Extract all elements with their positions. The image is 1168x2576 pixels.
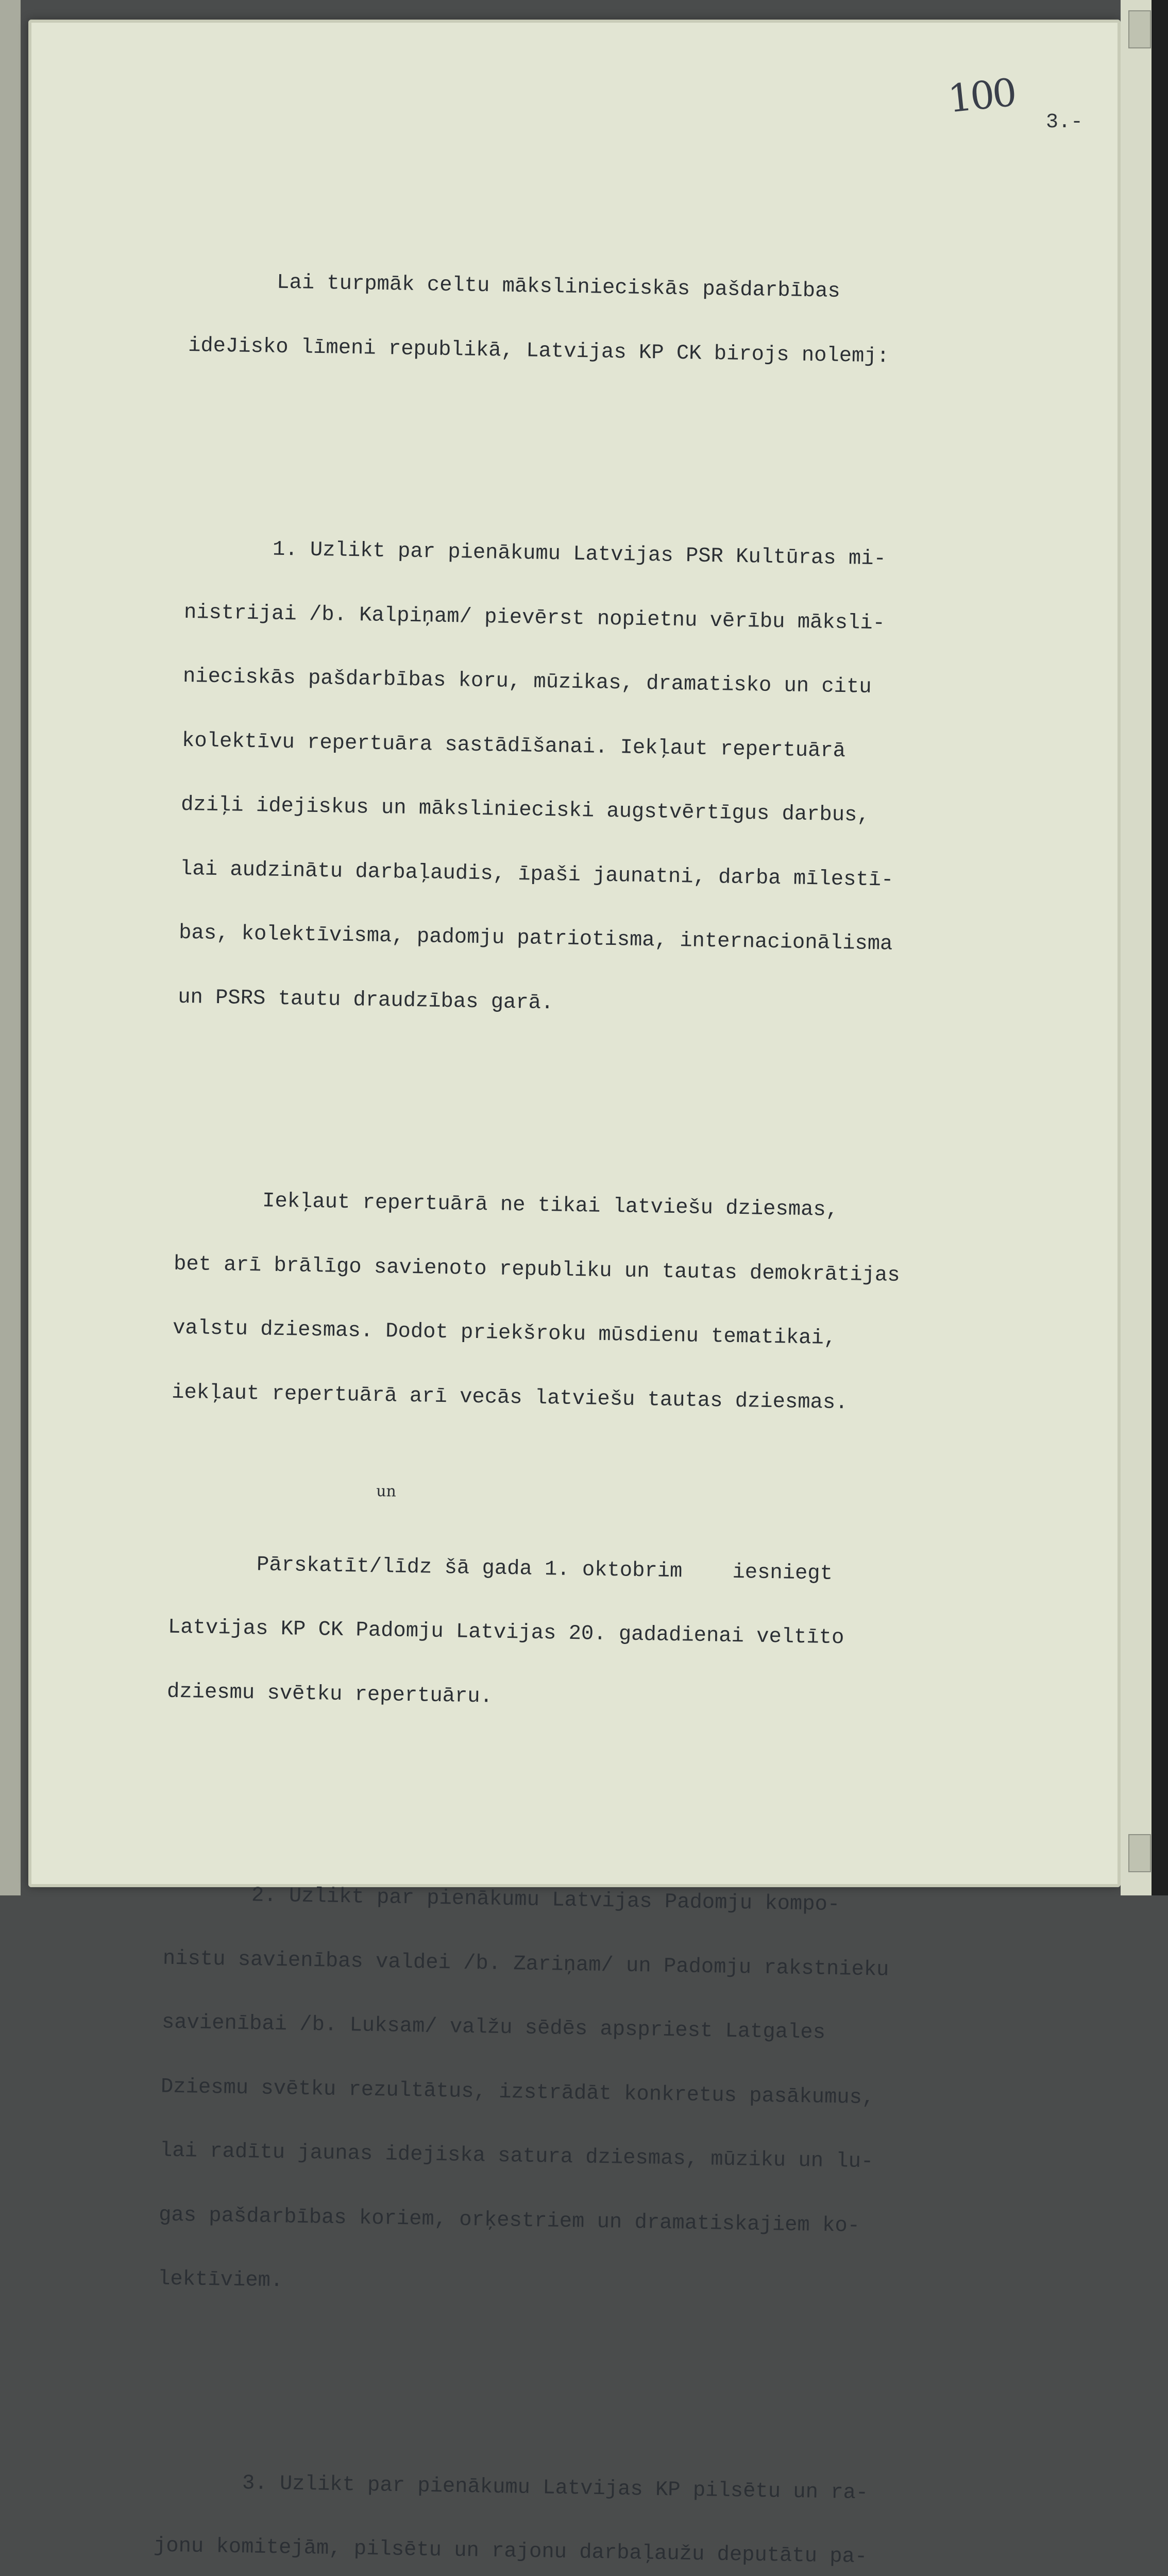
text-line: nieciskās pašdarbības koru, mūzikas, dramatisko un citu <box>182 664 872 699</box>
text-line: lai radītu jaunas idejiska satura dziesmas, mūziku un lu- <box>159 2139 874 2174</box>
text-line: bet arī brālīgo savienoto republiku un tautas demokrātijas <box>173 1252 900 1287</box>
item-1-paragraph-c <box>166 1482 1097 1760</box>
text-line: savienībai /b. Luksam/ valžu sēdēs apspriest Latgales <box>161 2010 826 2045</box>
text-line: 2. Uzlikt par pienākumu Latvijas Padomju kompo- <box>163 1882 840 1917</box>
text-line: nistu savienības valdei /b. Zariņam/ un Padomju rakstnieku <box>162 1946 889 1982</box>
text-line: dziļi idejiskus un mākslinieciski augstvērtīgus darbus, <box>180 792 870 827</box>
text-line: un PSRS tautu draudzības garā. <box>177 985 554 1015</box>
text-line: ideJisko līmeni republikā, Latvijas KP CK birojs nolemj: <box>188 333 890 368</box>
text-line: nistrijai /b. Kalpiņam/ pievērst nopietnu vērību māksli- <box>183 600 886 635</box>
item-3-paragraph <box>145 2429 1083 2576</box>
handwritten-page-number: 100 <box>946 70 1017 122</box>
text-line: Latvijas KP CK Padomju Latvijas 20. gadadienai veltīto <box>167 1615 844 1650</box>
text-line: valstu dziesmas. Dodot priekšroku mūsdienu tematikai, <box>172 1316 837 1350</box>
text-line: 1. Uzlikt par pienākumu Latvijas PSR Kultūras mi- <box>184 536 887 571</box>
text-line: Dziesmu svētku rezultātus, izstrādāt konkretus pasākumus, <box>160 2075 875 2110</box>
text-line: lai audzinātu darbaļaudis, īpaši jaunatni, darba mīlestī- <box>179 857 894 892</box>
item-1-paragraph <box>177 495 1113 1065</box>
item-2-paragraph <box>157 1841 1092 2348</box>
page-tab <box>1128 10 1151 48</box>
text-line: Pārskatīt/līdz šā gada 1. oktobrim iesniegt <box>168 1551 833 1586</box>
text-line: jonu komitejām, pilsētu un rajonu darbaļaužu deputātu pa- <box>153 2534 868 2569</box>
page-tab <box>1128 1834 1151 1872</box>
handwritten-insert: un <box>376 1482 397 1501</box>
document-body <box>119 185 1118 2576</box>
text-line: 3. Uzlikt par pienākumu Latvijas KP pilsētu un ra- <box>154 2469 869 2505</box>
text-line: Iekļaut repertuārā ne tikai latviešu dziesmas, <box>174 1188 839 1222</box>
text-line: lektīviem. <box>157 2267 283 2293</box>
text-line: gas pašdarbības koriem, orķestriem un dramatiskajiem ko- <box>158 2203 860 2238</box>
intro-paragraph <box>187 228 1117 414</box>
text-line: kolektīvu repertuāra sastādīšanai. Iekļaut repertuārā <box>181 728 846 763</box>
text-line: bas, kolektīvisma, padomju patriotisma, internacionālisma <box>178 921 893 956</box>
text-line: dziesmu svētku repertuāru. <box>166 1680 493 1709</box>
typed-page-number: 3.- <box>1046 111 1084 134</box>
text-line: iekļaut repertuārā arī vecās latviešu tautas dziesmas. <box>171 1380 848 1415</box>
stacked-pages-edge <box>1121 0 1152 1895</box>
left-binding-edge <box>0 0 21 1895</box>
text-line: Lai turpmāk celtu mākslinieciskās pašdarbības <box>189 269 841 303</box>
right-dark-edge <box>1152 0 1168 1895</box>
item-1-paragraph-b <box>171 1147 1103 1461</box>
